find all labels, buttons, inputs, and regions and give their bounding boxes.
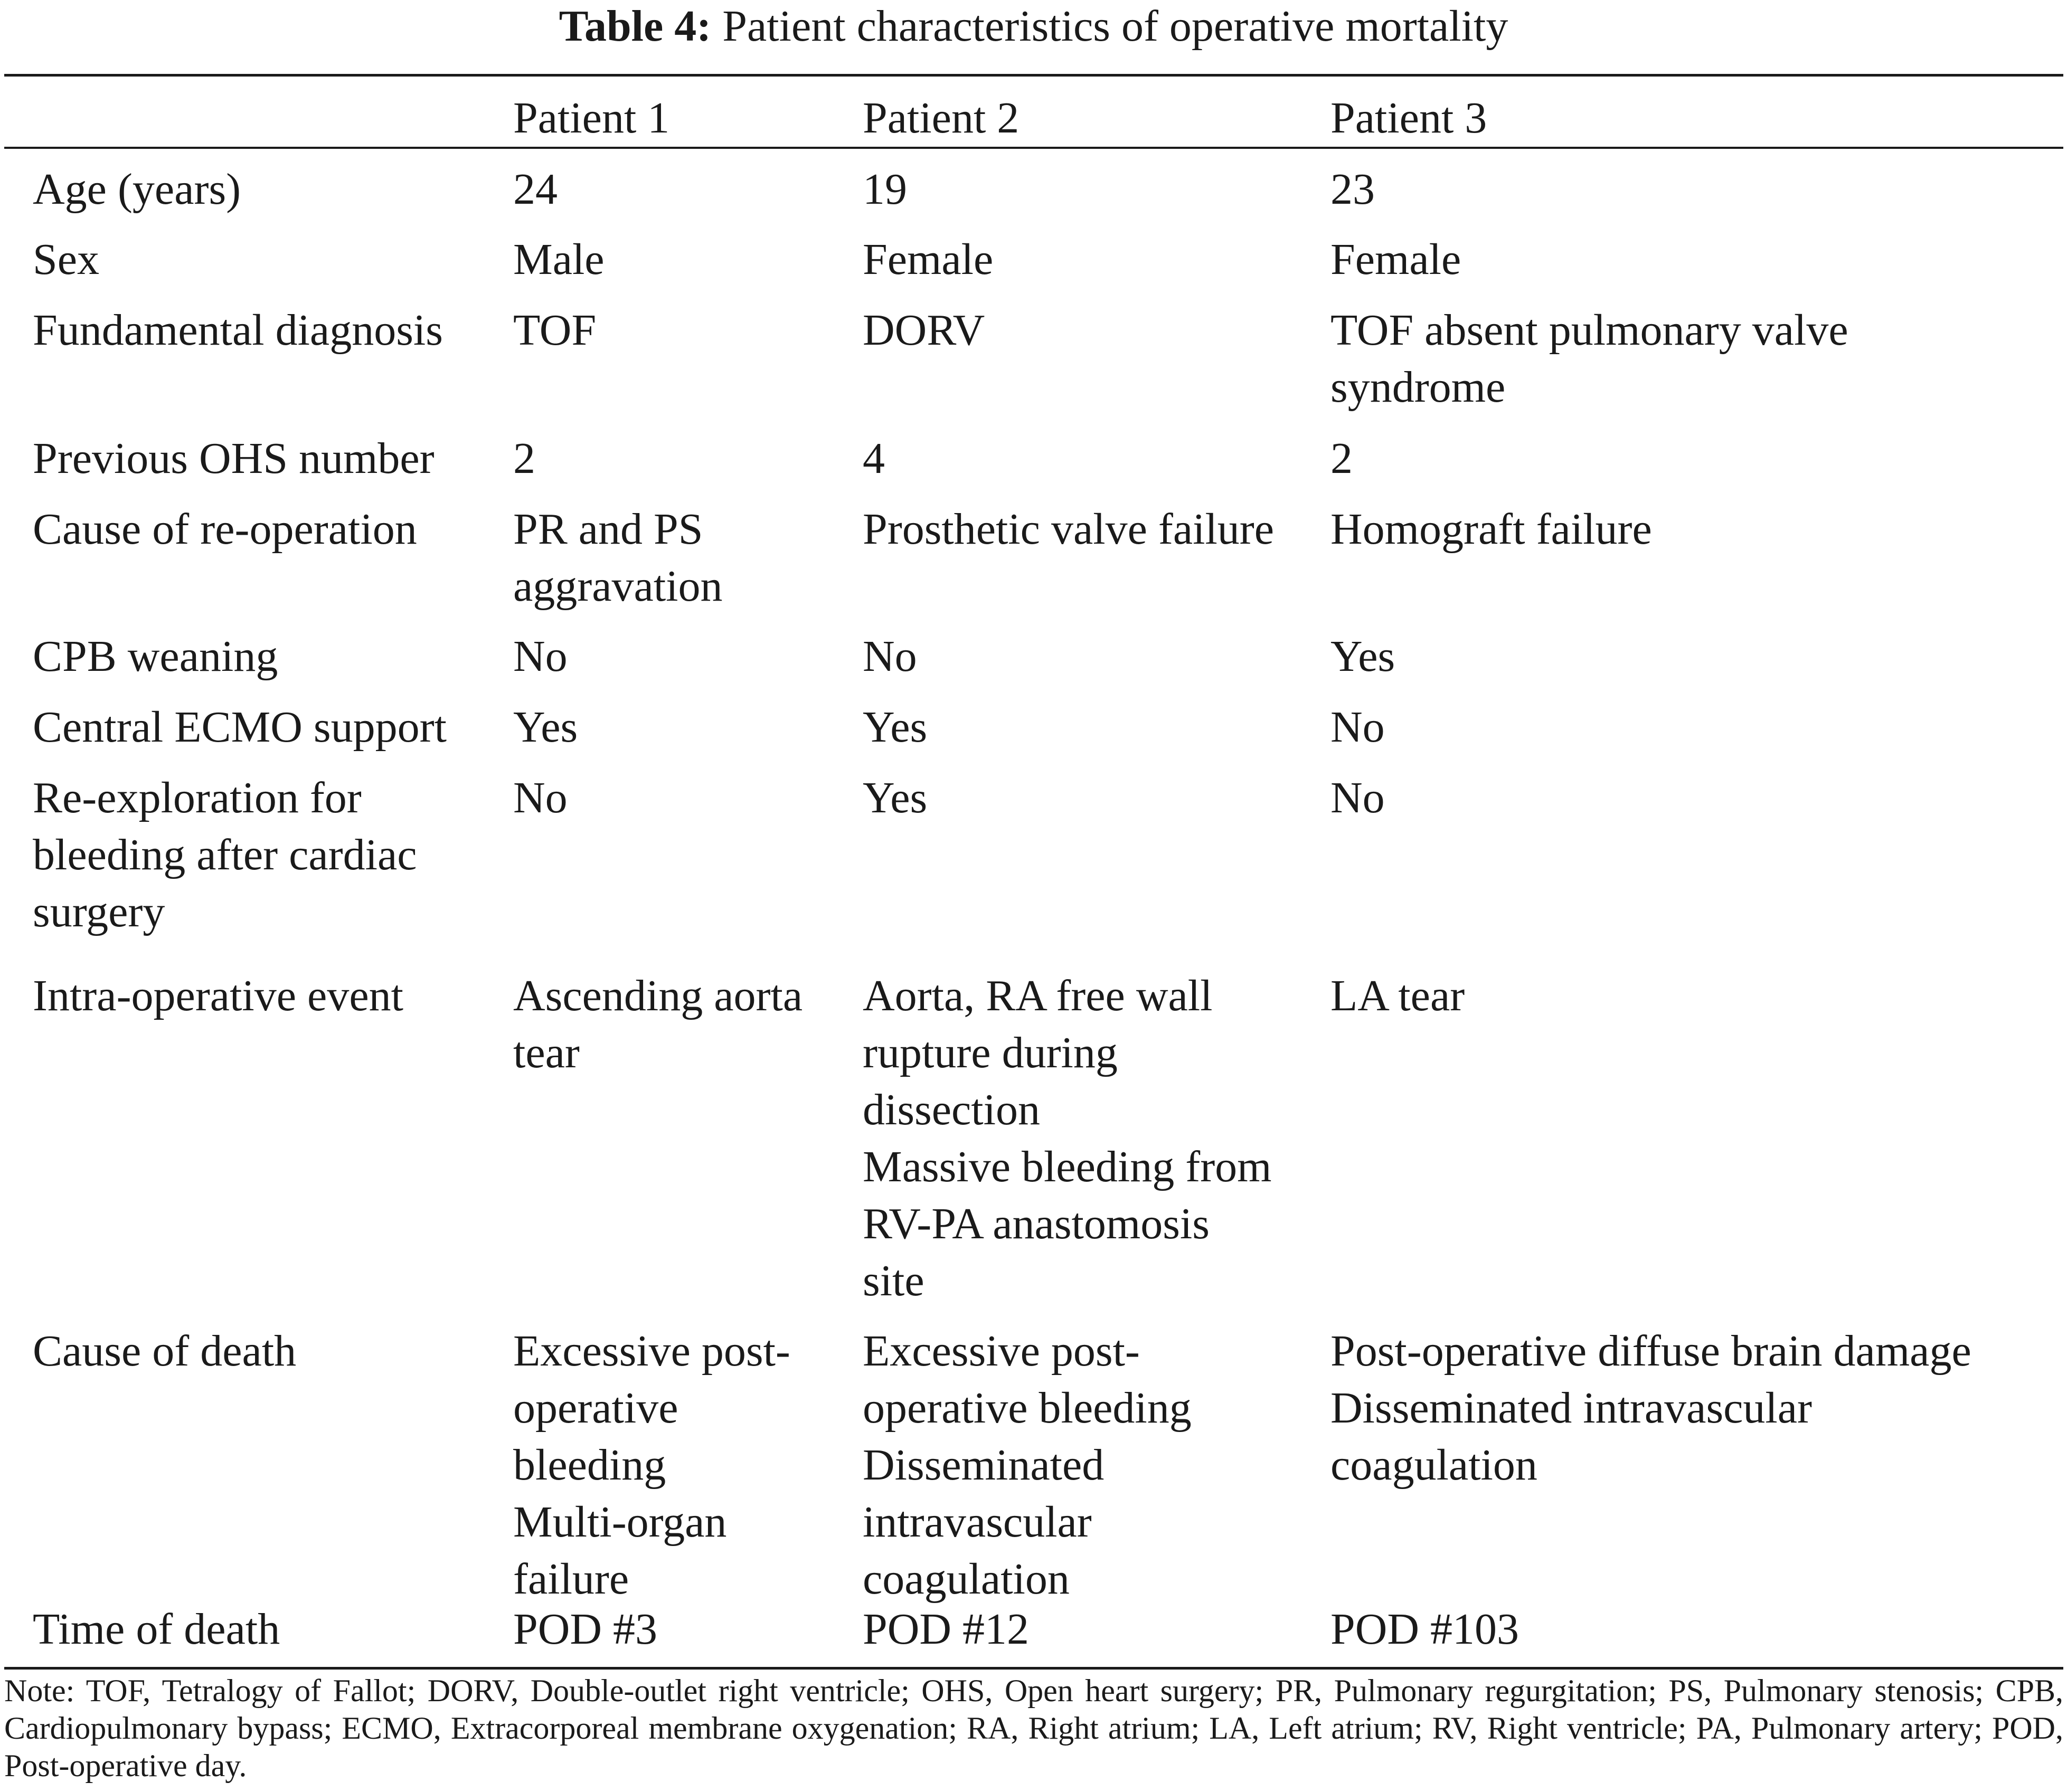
row-label: Time of death — [33, 1605, 280, 1654]
patient-1-value: Male — [513, 235, 605, 284]
patient-3-value: No — [1330, 773, 1385, 822]
row-label: Fundamental diagnosis — [33, 306, 443, 355]
table-title-label: Table 4: — [559, 2, 712, 51]
patient-2-value: 4 — [863, 434, 885, 483]
patient-2-value: Prosthetic valve failure — [863, 505, 1275, 554]
table-footnote: Note: TOF, Tetralogy of Fallot; DORV, Double-outlet right ventricle; OHS, Open heart surgery; PR, Pulmonary regurgitation; PS, Pulmonary stenosis; CPB, Cardiopulmonary bypass; ECMO, Extracorporeal membrane oxygenation; RA, Right atrium; LA, Left atrium; RV, Right ventricle; PA, Pulmonary artery; POD, Post-operative day. — [4, 1673, 2063, 1783]
patient-3-value: Female — [1330, 235, 1461, 284]
row-label: Central ECMO support — [33, 703, 447, 752]
patient-1-value: No — [513, 773, 568, 822]
patient-2-value: Excessive post- operative bleeding Disseminated intravascular coagulation — [863, 1326, 1192, 1604]
patient-3-value: Homograft failure — [1330, 505, 1652, 554]
patient-2-value: Female — [863, 235, 994, 284]
patient-3-value: Yes — [1330, 632, 1395, 681]
patient-3-value: 23 — [1330, 165, 1375, 214]
patient-2-value: 19 — [863, 165, 907, 214]
patient-2-value: Yes — [863, 703, 928, 752]
row-label: Cause of death — [33, 1326, 297, 1376]
patient-3-value: POD #103 — [1330, 1605, 1519, 1654]
patient-2-value: Aorta, RA free wall rupture during dissection Massive bleeding from RV-PA anastomosis site — [863, 971, 1272, 1305]
patient-3-value: Post-operative diffuse brain damage Disseminated intravascular coagulation — [1330, 1326, 1971, 1490]
patient-2-value: POD #12 — [863, 1605, 1030, 1654]
patient-1-value: 2 — [513, 434, 535, 483]
patient-2-value: DORV — [863, 306, 985, 355]
table-title-text: Patient characteristics of operative mortality — [722, 2, 1508, 51]
row-label: Previous OHS number — [33, 434, 435, 483]
patient-1-value: Yes — [513, 703, 578, 752]
table-top-rule — [4, 74, 2063, 77]
patient-1-value: PR and PS aggravation — [513, 505, 723, 611]
row-label: Cause of re-operation — [33, 505, 417, 554]
patient-3-value: 2 — [1330, 434, 1353, 483]
patient-1-value: TOF — [513, 306, 597, 355]
patient-3-value: TOF absent pulmonary valve syndrome — [1330, 306, 1848, 412]
patient-1-value: No — [513, 632, 568, 681]
patient-1-value: Excessive post- operative bleeding Multi-organ failure — [513, 1326, 790, 1604]
patient-1-value: 24 — [513, 165, 558, 214]
patient-2-value: Yes — [863, 773, 928, 822]
patient-1-value: Ascending aorta tear — [513, 971, 803, 1077]
patient-3-value: No — [1330, 703, 1385, 752]
patient-3-value: LA tear — [1330, 971, 1465, 1020]
row-label: Intra-operative event — [33, 971, 403, 1020]
row-label: Sex — [33, 235, 99, 284]
row-label: Re-exploration for bleeding after cardiac surgery — [33, 773, 417, 936]
patient-1-value: POD #3 — [513, 1605, 658, 1654]
table-title — [0, 1, 2067, 52]
header-patient-2: Patient 2 — [863, 93, 1020, 143]
row-label: CPB weaning — [33, 632, 278, 681]
table-header-rule — [4, 147, 2063, 149]
patient-2-value: No — [863, 632, 917, 681]
table-bottom-rule — [4, 1667, 2063, 1670]
row-label: Age (years) — [33, 165, 241, 214]
header-patient-1: Patient 1 — [513, 93, 670, 143]
header-patient-3: Patient 3 — [1330, 93, 1487, 143]
